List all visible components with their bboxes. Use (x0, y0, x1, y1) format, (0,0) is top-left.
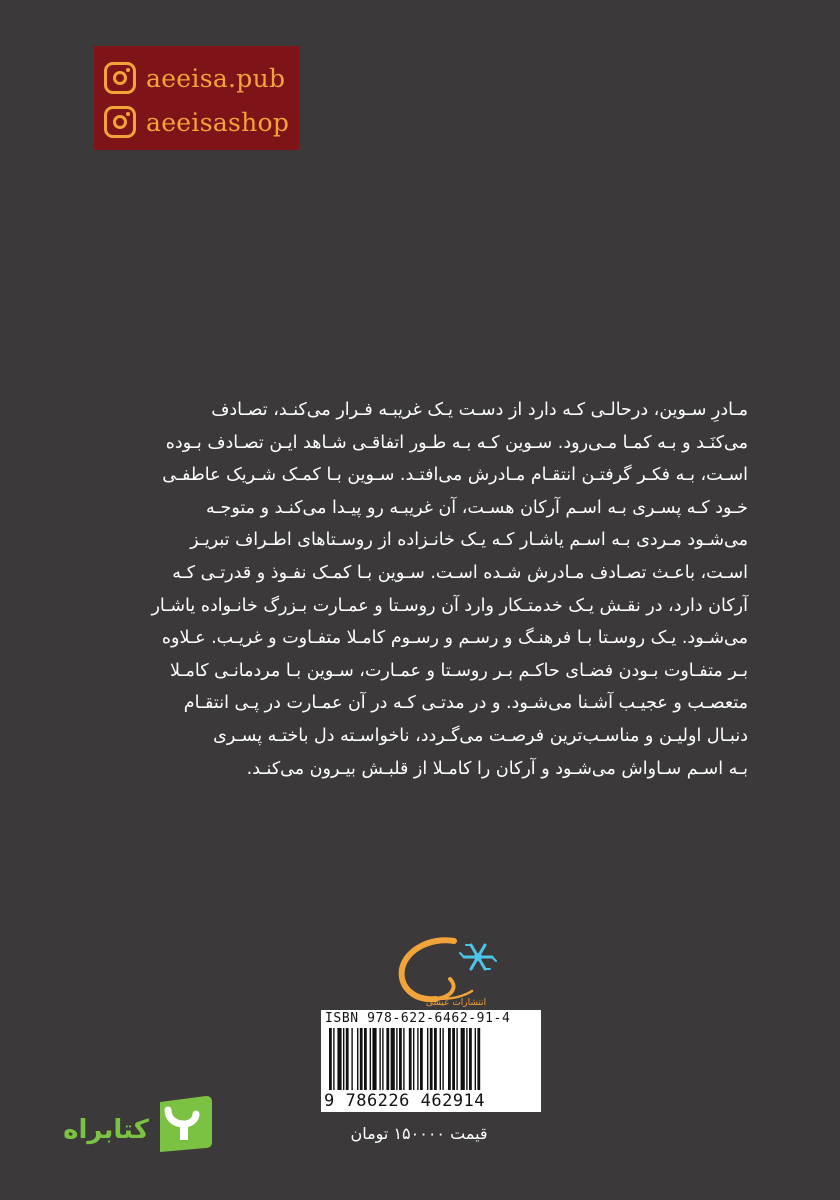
barcode-digits: 9 786226 462914 (324, 1091, 486, 1111)
synopsis-line: بـه اسـم سـاواش می‌شـود و آرکان را کامـلا از قلبـش بیـرون می‌کنـد. (246, 758, 748, 779)
isbn-label: ISBN 978-622-6462-91-4 (325, 1011, 511, 1026)
social-account-row[interactable] (104, 58, 299, 98)
social-account-row[interactable] (104, 102, 299, 142)
barcode-bar (396, 1028, 397, 1090)
synopsis-line: خـود کـه پسـری بـه اسـم آرکان هسـت، آن غریبـه رو پیـدا می‌کنـد و متوجـه (206, 497, 748, 518)
barcode-bar (403, 1028, 404, 1090)
synopsis-line: مـادرِ سـوین، درحالـی کـه دارد از دسـت یـک غریبـه فـرار می‌کنـد، تصـادف (211, 400, 748, 420)
synopsis-line: می‌شـود مـردی بـه اسـم یاشـار کـه یـک خانـزاده از روسـتاهای اطـراف تبریـز (190, 530, 748, 551)
barcode-bar (434, 1028, 437, 1090)
barcode-bar (461, 1028, 465, 1090)
ketabrah-logo (38, 1090, 218, 1158)
barcode-bar (346, 1028, 349, 1090)
barcode-bar (337, 1028, 341, 1090)
barcode-bar (364, 1028, 367, 1090)
barcode-bar (372, 1028, 376, 1090)
barcode-bar (399, 1028, 402, 1090)
barcode-bar (333, 1028, 334, 1090)
barcode-bar (452, 1028, 455, 1090)
barcode-bar (370, 1028, 371, 1090)
instagram-handle: aeeisashop (146, 107, 290, 137)
barcode-bar (386, 1028, 389, 1090)
book-synopsis (92, 394, 748, 785)
barcode-bar (382, 1028, 383, 1090)
barcode-bar (417, 1028, 418, 1090)
publisher-name: انتشارات عیسی (425, 998, 487, 1008)
barcode-bar (360, 1028, 363, 1090)
barcode-bar (391, 1028, 395, 1090)
synopsis-line: اسـت، بـه فکـر گرفتـن انتقـام مـادرش می‌افتـد. سـوین بـا کمـک شـریک عاطفـی (162, 465, 748, 486)
synopsis-line: اسـت، باعـث تصـادف مـادرش شـده اسـت. سـوین بـا کمـک نفـوذ و قدرتـی کـه (172, 562, 748, 583)
barcode-bar (466, 1028, 467, 1090)
publisher-snowflake-logo (392, 935, 502, 1009)
barcode-bar (448, 1028, 451, 1090)
barcode-bar (440, 1028, 441, 1090)
barcode-bar (409, 1028, 412, 1090)
barcode-bar (456, 1028, 457, 1090)
barcode-bar (442, 1028, 443, 1090)
synopsis-line: آرکان دارد، در نقـش یـک خدمتـکار وارد آن روسـتا و عمـارت بـزرگ خانـواده یاشـار (151, 595, 748, 616)
barcode-bars (321, 1028, 541, 1090)
synopsis-line: بـر متفـاوت بـودن فضـای حاکـم بـر روسـتا و عمـارت، سـوین بـا مردمانـی کامـلا (169, 660, 748, 681)
barcode-bar (475, 1028, 476, 1090)
synopsis-line: متعصـب و عجیـب آشـنا می‌شـود. و در مدتـی کـه در آن عمـارت در پـی انتقـام (183, 693, 748, 714)
barcode-bar (413, 1028, 414, 1090)
social-accounts-box (94, 46, 299, 150)
synopsis-line: دنبـال اولیـن و مناسـب‌ترین فرصـت می‌گـردد، ناخواسـته دل باختـه پسـری (213, 725, 748, 746)
barcode-bar (427, 1028, 428, 1090)
barcode-bar (469, 1028, 472, 1090)
barcode-bar (430, 1028, 433, 1090)
barcode-bar (357, 1028, 358, 1090)
barcode-bar (329, 1028, 332, 1090)
isbn-barcode (321, 1010, 541, 1112)
barcode-bar (420, 1028, 423, 1090)
brand-wordmark: کتابراه (63, 1115, 149, 1145)
synopsis-line: می‌کنَـد و بـه کمـا مـی‌رود. سـوین کـه بـه طـور اتفاقـی شـاهد ایـن تصـادف بـوده (165, 432, 748, 453)
instagram-icon (104, 62, 136, 94)
instagram-handle: aeeisa.pub (146, 63, 286, 93)
price-label: قیمت ۱۵۰۰۰۰ تومان (350, 1124, 488, 1143)
instagram-icon (104, 106, 136, 138)
barcode-bar (379, 1028, 380, 1090)
book-icon (160, 1096, 212, 1152)
barcode-bar (477, 1028, 480, 1090)
synopsis-line: می‌شـود. یـک روسـتا بـا فرهنـگ و رسـم و رسـوم کامـلا متفـاوت و غریـب. عـلاوه (161, 628, 748, 649)
barcode-bar (343, 1028, 344, 1090)
barcode-bar (351, 1028, 352, 1090)
